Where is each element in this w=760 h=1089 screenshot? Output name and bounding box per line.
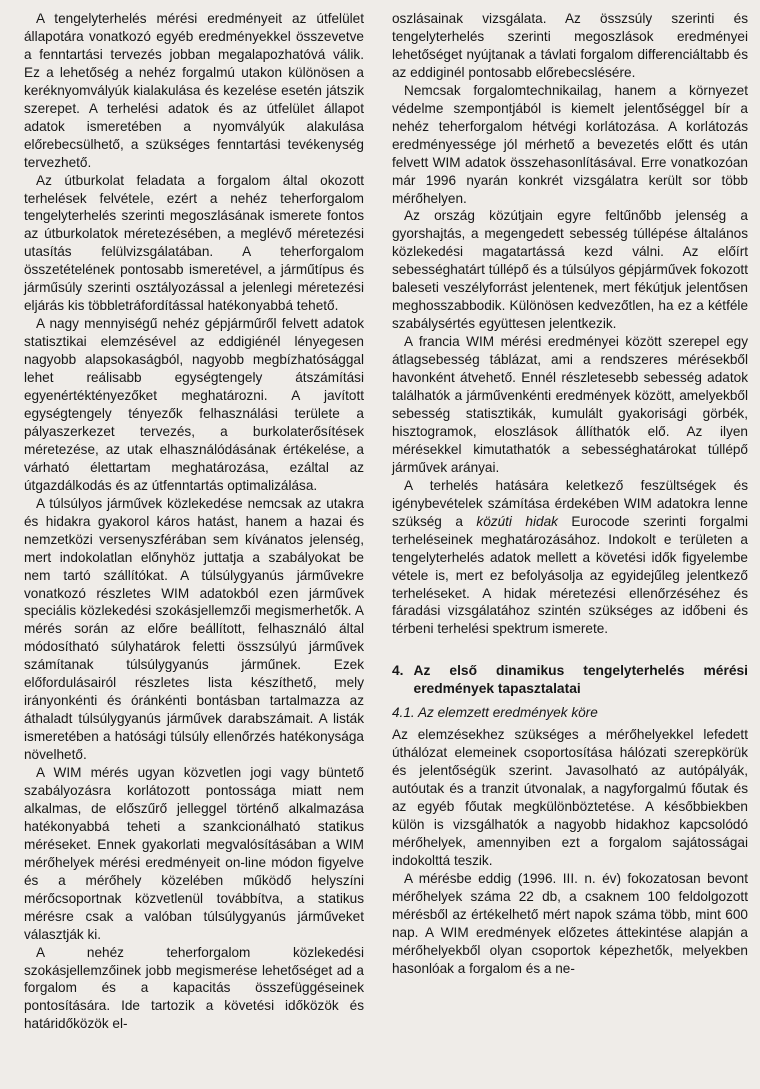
- text-segment: A terhelés hatására keletkező feszültségek és igénybevételek számítása érdekében WIM adatokra lenne szükség a: [392, 477, 748, 529]
- paragraph: Az útburkolat feladata a forgalom által okozott terhelések felvétele, ezért a nehéz teherforgalom tengelyterhelés szerinti megoszlásának ismerete fontos az útburkolatok méretezésében, a meglévő méretezési utasítás felülvizsgálatában. A teherforgalom összetételének pontosabb ismeretével, a járműtípus és járműsúly szerinti osztályozással a jelenlegi méretezési eljárás kis többletráfordítással hatékonyabbá tehető.: [24, 172, 364, 314]
- paragraph: [392, 333, 748, 477]
- paragraph: A mérésbe eddig (1996. III. n. év) fokozatosan bevont mérőhelyek száma 22 db, a csaknem 100 feldolgozott mérésből az értékelhető mért napok száma több, mint 600 nap. A WIM eredmények előzetes áttekintése alapján a mérőhelyekből olyan csoportok képezhetők, melyekben hasonlóak a forgalom és a ne-: [392, 870, 748, 976]
- text-segment: Az ország közútjain egyre feltűnőbb jelenség a gyorshajtás, a megengedett sebesség túllépése általános közlekedési magatartássá kezd válni. Az előírt sebességhatárt túllépő és a túlsúlyos gépjárművek fokozott baleseti veszélyforrást jelentenek, mert fékútjuk jelentősen meghosszabbodik. Különösen kedvezőtlen, ha ez a kétféle szabálysértés együttesen jelentkezik.: [392, 208, 748, 332]
- paragraph: Az elemzésekhez szükséges a mérőhelyekkel lefedett úthálózat elemeinek csoportosítása hálózati szerepkörük és jelentőségük szerint. Javasolható az autópályák, autóutak és a tranzit útvonalak, a nagyforgalmú főutak és az egyéb főutak megkülönböztetése. A későbbiekben külön is vizsgálhatók a nagyobb hidakhoz kapcsolódó mérőhelyek, amennyiben ezt a forgalom sajátosságai indokolttá teszik.: [392, 727, 748, 869]
- section-number: 4.: [392, 663, 404, 679]
- subsection-heading: 4.1. Az elemzett eredmények köre: [392, 705, 598, 721]
- section-title: Az első dinamikus tengelyterhelés mérési eredmények tapasztalatai: [413, 663, 748, 697]
- italic-term: közúti hidak: [476, 513, 558, 529]
- text-segment: Eurocode szerinti forgalmi terheléseinek meghatározásához. Indokolt e területen a tengelyterhelés adatok mellett a követési idők figyelembe vétele is, mert ez befolyásolja az egyidejűleg jelentkező terheléseket. A hidak méretezési ellenőrzéséhez és fáradási vizsgálatához szintén szükséges az időbeni és térbeni terhelési spektrum ismerete.: [392, 513, 748, 637]
- paragraph: [392, 477, 748, 639]
- paragraph: [392, 82, 748, 208]
- paragraph: A túlsúlyos járművek közlekedése nemcsak az utakra és hidakra gyakorol káros hatást, hanem a hazai és nemzetközi versenyszférában sem kívánatos jelenség, mert indokolatlan előnyhöz juttatja a szabályokat be nem tartó szállítókat. A túlsúlygyanús járművekre vonatkozó részletes WIM adatokból ezen járművek speciális közlekedési szokásjellemzői megismerhetők. A mérés során az előre beállított, felhasználó által módosítható súlyhatárok feletti összsúlyú járművek számítanak túlsúlygyanús járműnek. Ezek előfordulásairól részletes lista készíthető, mely irányonkénti és óránkénti bontásban tartalmazza az áthaladt túlsúlygyanús járművek darabszámait. A listák ismeretében a hatósági túlsúly ellenőrzés hatékonysága növelhető.: [24, 495, 364, 763]
- paragraph: A tengelyterhelés mérési eredményeit az útfelület állapotára vonatkozó egyéb eredményekkel összevetve a fenntartási tervezés jobban megalapozhatóvá válik. Ez a lehetőség a nehéz forgalmú utakon különösen a keréknyomvályúk kialakulása és kezelése esetén játszik szerepet. A terhelési adatok és az útfelület állapot adatok ismeretében a nyomvályúk alakulása előrebecsülhető, a szükséges fenntartási tevékenység tervezhető.: [24, 11, 364, 170]
- text-segment: oszlásainak vizsgálata. Az összsúly szerinti és tengelyterhelés szerinti megoszlások eredményei lehetőséget nyújtanak a távlati forgalom differenciáltabb és az eddiginél pontosabb előrebecslésére.: [392, 11, 748, 80]
- paragraph-continuation: [392, 10, 748, 82]
- paragraph: A WIM mérés ugyan közvetlen jogi vagy büntető szabályozásra korlátozott pontossága miatt nem alkalmas, de előszűrő jelleggel történő alkalmazása hatékonyabbá teheti a szankcionálható statikus méréseket. Ennek gyakorlati megvalósításában a WIM mérőhelyek mérési eredményeit on-line módon figyelve és a mérőhely közelében működő helyszíni mérőcsoportnak közvetlenül továbbítva, a statikus mérésre csak a valóban túlsúlygyanús járműveket választják ki.: [24, 765, 364, 942]
- text-segment: A francia WIM mérési eredményei között szerepel egy átlagsebesség táblázat, ami a rendszeres mérésekből havonként átvehető. Ennél részletesebb sebesség adatok találhatók a járművenkénti eredmények között, amelyekből sebesség statisztikák, kumulált gyakorisági görbék, hisztogramok, eloszlások állíthatók elő. Az ilyen mérésekkel kimutathatók a sebességhatárokat túllépő járművek arányai.: [392, 334, 748, 475]
- paragraph: A nehéz teherforgalom közlekedési szokásjellemzőinek jobb megismerése lehetőséget ad a forgalom és a kapacitás összefüggéseinek pontosítására. Ide tartozik a követési időközök és határidőközök el-: [24, 944, 364, 1032]
- text-segment: Nemcsak forgalomtechnikailag, hanem a környezet védelme szempontjából is kiemelt jelentőséggel bír a nehéz teherforgalom hétvégi korlátozása. A korlátozás eredményessége jól mérhető a bevezetés előtt és után felvett WIM adatok összehasonlításával. Erre vonatkozóan már 1996 nyarán konkrét vizsgálatra került sor több mérőhelyen.: [392, 82, 748, 206]
- paragraph: [392, 207, 748, 333]
- right-column: [392, 10, 748, 1089]
- section-heading: [392, 662, 748, 698]
- paragraph: A nagy mennyiségű nehéz gépjárműről felvett adatok statisztikai elemzésével az eddigiénél lényegesen nagyobb alapsokaságból, nagyobb megbízhatósággal lehet reálisabb egységtengely átszámítási egyenértéktényezőket meghatározni. A javított egységtengely tényezők felhasználási területe a pályaszerkezet tervezés, a burkolaterősítések méretezése, az utak elhasználódásának értékelése, a várható élettartam meghatározása, ezáltal az útgazdálkodás és az útfenntartás optimalizálása.: [24, 316, 364, 493]
- left-column: [24, 10, 364, 1089]
